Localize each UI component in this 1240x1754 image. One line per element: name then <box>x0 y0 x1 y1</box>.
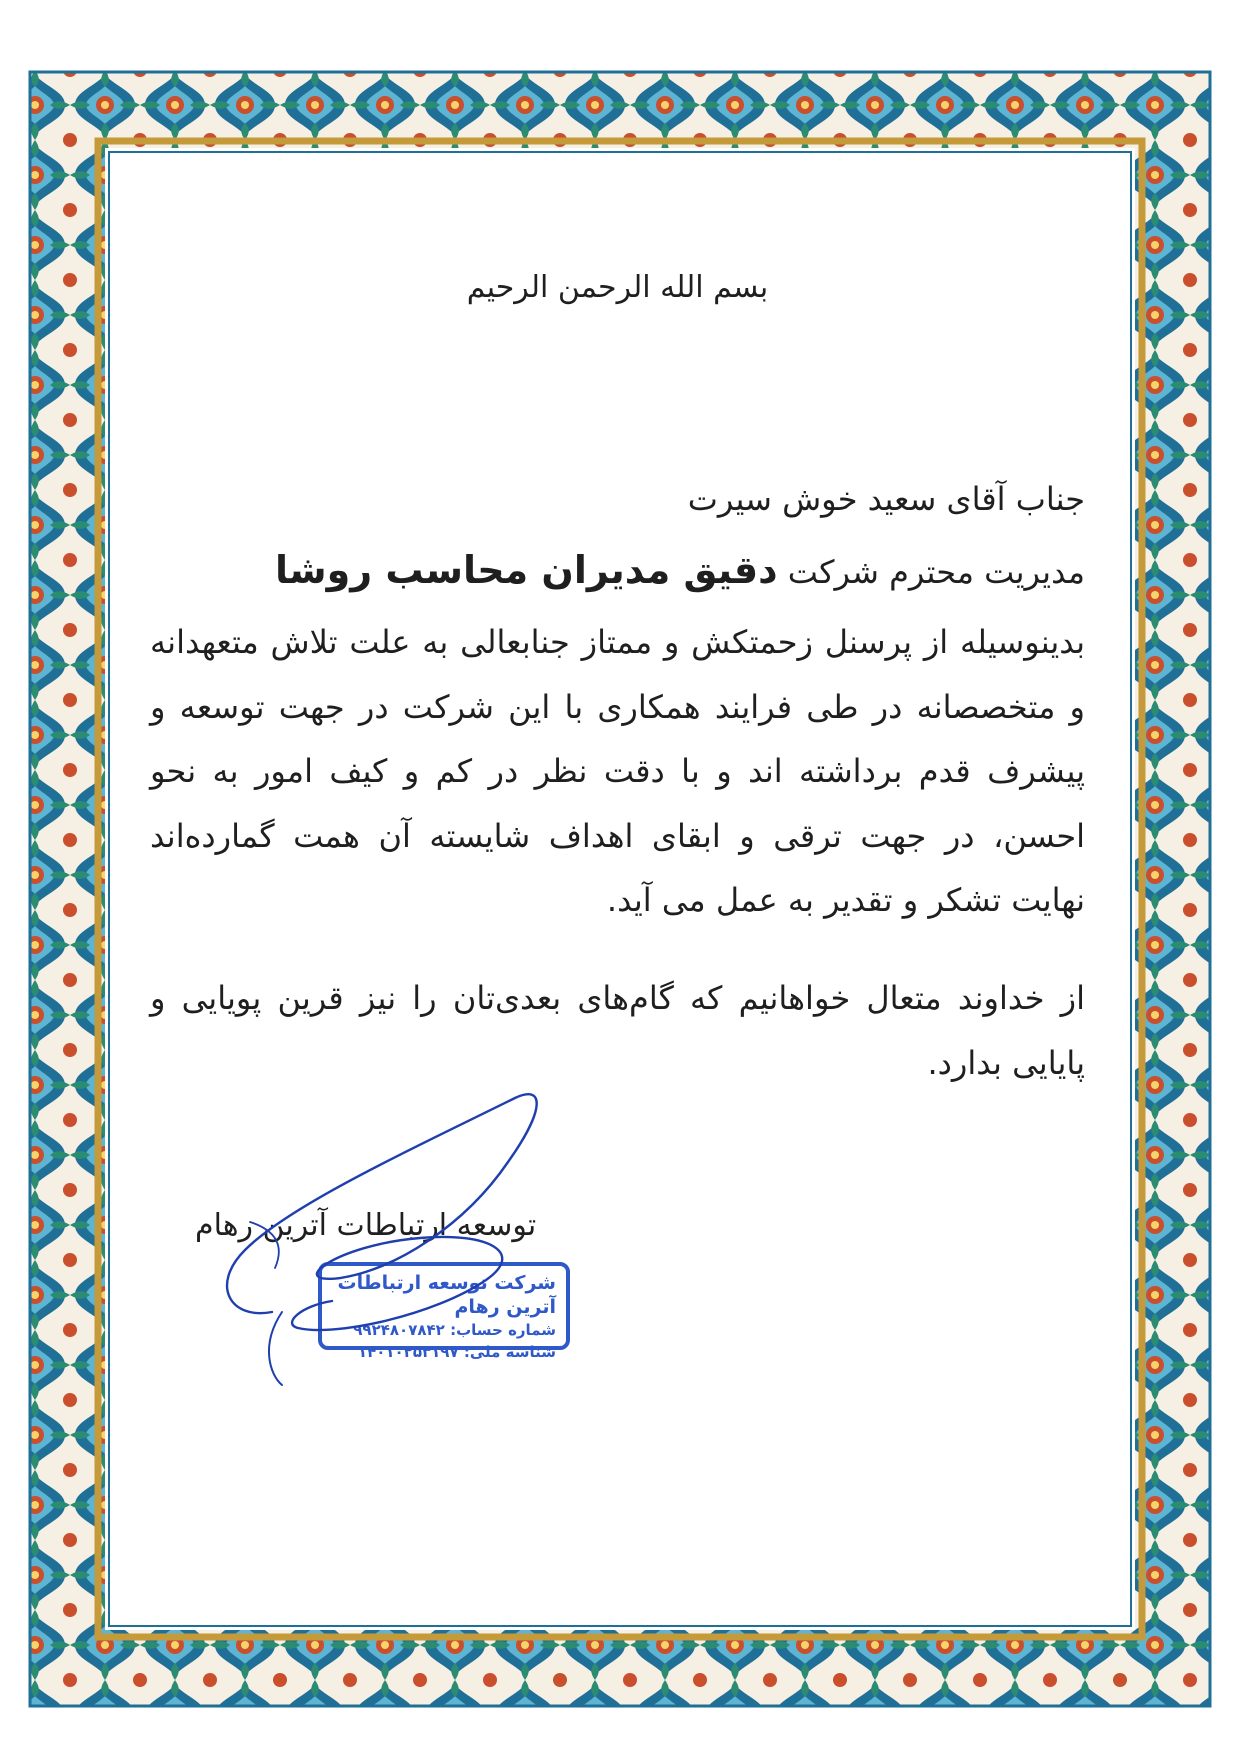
recipient-line: جناب آقای سعید خوش سیرت <box>687 480 1085 518</box>
handwritten-signature <box>190 1080 590 1390</box>
stamp-account-line: شماره حساب: ۹۹۲۴۸۰۷۸۴۲ <box>353 1321 556 1339</box>
recipient-title-line <box>275 548 1085 592</box>
letter-closing: از خداوند متعال خواهانیم که گام‌های بعدی‌تان را نیز قرین پویایی و پایایی بدارد. <box>150 979 1085 1082</box>
basmala-heading: بسم الله الرحمن الرحیم <box>466 270 769 305</box>
stamp-national-id-line: شناسه ملی: ۱۴۰۱۰۲۵۳۱۹۷ <box>357 1343 556 1361</box>
signatory-name: توسعه ارتباطات آترین رهام <box>195 1208 537 1243</box>
recipient-title-prefix: مدیریت محترم شرکت <box>787 553 1085 591</box>
stamp-title: شرکت توسعه ارتباطات آترین رهام <box>337 1272 556 1318</box>
letter-body: بدینوسیله از پرسنل زحمتکش و ممتاز جنابعالی به علت تلاش متعهدانه و متخصصانه در طی فرایند همکاری با این شرکت در جهت توسعه و پیشرف قدم برداشته اند و با دقت نظر در کم و کیف امور به نحو احسن، در جهت ترقی و ابقای اهداف شایسته آن همت گمارده‌اند نهایت تشکر و تقدیر به عمل می آید. <box>150 623 1085 919</box>
recipient-company-name: دقیق مدیران محاسب روشا <box>275 548 778 592</box>
